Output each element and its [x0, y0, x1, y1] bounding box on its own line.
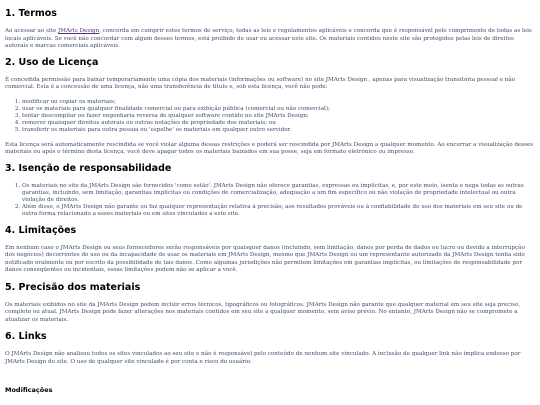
section-paragraph-links: O JMArts Design não analisou todos os sites vinculados ao seu site e não é responsável pelo conteúdo de nenhum site vinculado. A inclusão de qualquer link não implica endosso por JMArts Design do site. O uso de qualquer site vinculado é por conta e risco do usuário. [5, 351, 521, 365]
list-item: 4. remover quaisquer direitos autorais ou outras notações de propriedade dos materiais; ou [22, 120, 534, 127]
paragraph-text: Ao acessar ao site [5, 28, 58, 34]
list-item: 1. Os materiais no site da JMArts Design são fornecidos 'como estão'. JMArts Design não oferece garantias, expressas ou implícitas, e, por este meio, isenta e nega todas as outras garantias, incluindo, sem limitação, garantias implícitas ou condições de comercialização, adequação a um fim específico ou não violação de propriedade intelectual ou outra violação de direitos. [22, 183, 534, 204]
section-paragraph-precisao: Os materiais exibidos no site da JMArts Design podem incluir erros técnicos, tipográficos ou fotográficos. JMArts Design não garante que qualquer material em seu site seja preciso, completo ou atual. JMArts Design pode fazer alterações nos materiais contidos em seu site a qualquer momento, sem aviso prévio. No entanto, JMArts Design não se compromete a atualizar os materiais. [5, 301, 521, 323]
license-restrictions-list [5, 99, 534, 134]
section-title-isencao: 3. Isenção de responsabilidade [5, 162, 172, 174]
section-title-links: 6. Links [5, 331, 47, 342]
paragraph-text: , concorda em cumprir estes termos de serviço, todas as leis e regulamentos aplicáveis e concorda que é responsável pelo cumprimento de todas as leis locais aplicáveis. Se você não concordar com algum desses termos, está proibido de usar ou acessar este site. Os materiais contidos neste site são protegidos pelas leis de direitos autorais e marcas comerciais aplicáveis. [5, 28, 532, 49]
list-item: 5. transferir os materiais para outra pessoa ou 'espelhe' os materiais em qualquer outro servidor. [22, 127, 534, 134]
section-title-precisao: 5. Precisão dos materiais [5, 281, 141, 293]
disclaimer-list [5, 183, 534, 218]
list-item: 1. modificar ou copiar os materiais; [22, 99, 534, 106]
list-item: 2. Além disso, o JMArts Design não garante ou faz qualquer representação relativa à precisão, aos resultados prováveis ou à confiabilidade do uso dos materiais em seu site ou de outra forma relacionado a esses materiais ou em sites vinculados a este site. [22, 204, 534, 218]
section-paragraph-termos [5, 28, 534, 51]
section-paragraph-licenca-intro: É concedida permissão para baixar temporariamente uma cópia dos materiais (informações ou software) no site JMArts Design , apenas para visualização transitória pessoal e não comercial. Esta é a concessão de uma licença, não uma transferência de título e, sob esta licença, você não pode: [5, 76, 516, 90]
list-item: 2. usar os materiais para qualquer finalidade comercial ou para exibição pública (comercial ou não comercial); [22, 106, 534, 113]
section-paragraph-limitacoes: Em nenhum caso o JMArts Design ou seus fornecedores serão responsáveis por quaisquer danos (incluindo, sem limitação, danos por perda de dados ou lucro ou devido a interrupção dos negócios) decorrentes do uso ou da incapacidade de usar os materiais em JMArts Design, mesmo que JMArts Design ou um representante autorizado da JMArts Design tenha sido notificado oralmente ou por escrito da possibilidade de tais danos. Como algumas jurisdições não permitem limitações em garantias implícitas, ou limitações de responsabilidade por danos conseqüentes ou incidentais, essas limitações podem não se aplicar a você. [5, 244, 525, 273]
section-title-modificacoes: Modificações [5, 386, 53, 394]
section-title-uso-de-licenca: 2. Uso de Licença [5, 56, 99, 68]
section-title-limitacoes: 4. Limitações [5, 224, 77, 236]
section-title-termos: 1. Termos [5, 8, 57, 19]
site-link-jmarts-design[interactable]: JMArts Design [57, 28, 100, 34]
list-item: 3. tentar descompilar ou fazer engenharia reversa de qualquer software contido no site JMArts Design; [22, 113, 534, 120]
section-paragraph-licenca-termination: Esta licença será automaticamente rescindida se você violar alguma dessas restrições e poderá ser rescindida por JMArts Design a qualquer momento. Ao encerrar a visualização desses materiais ou após o término desta licença, você deve apagar todos os materiais baixados em sua posse, seja em formato eletrónico ou impresso. [5, 141, 534, 155]
